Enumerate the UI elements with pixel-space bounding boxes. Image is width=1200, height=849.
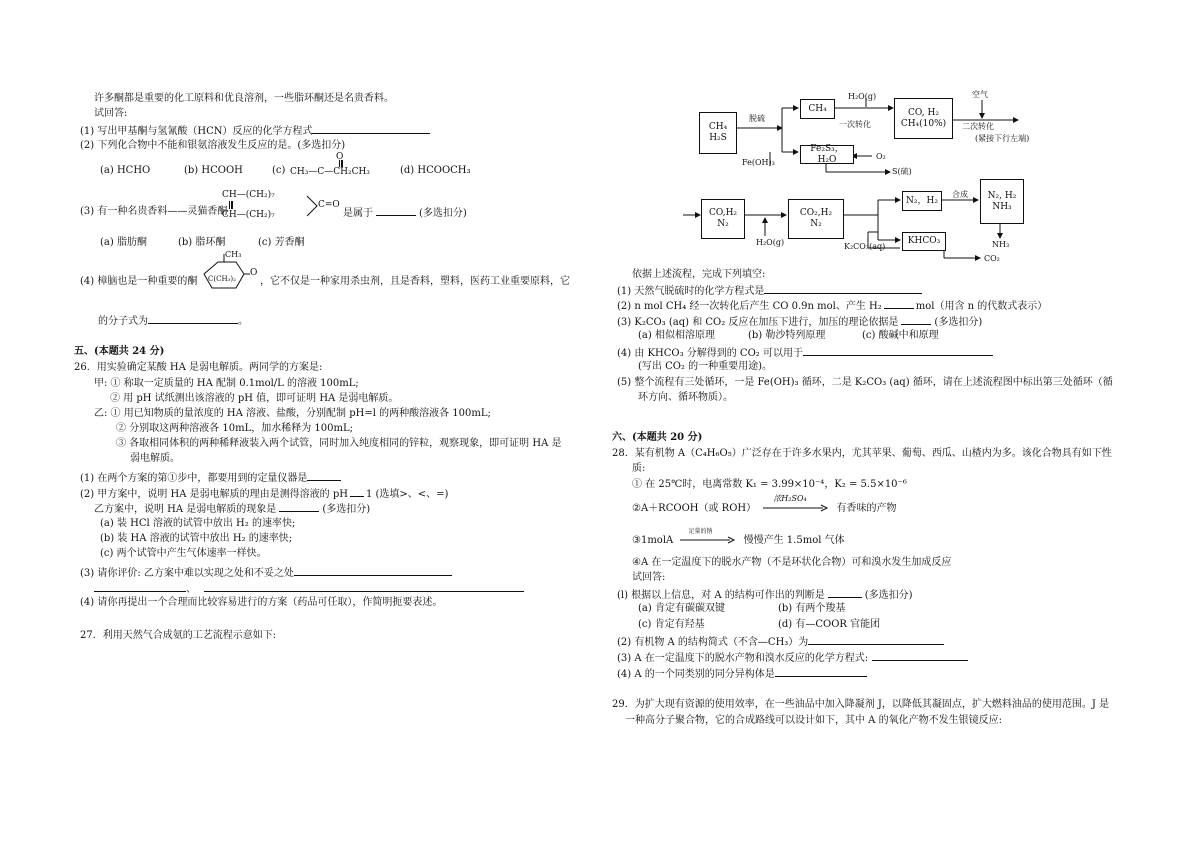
a1-option-d: (d) 有—COOR 官能团 (778, 619, 881, 630)
label-feoh3: Fe(OH)₃ (742, 158, 775, 167)
section-6-title: 六、(本题共 20 分) (612, 432, 703, 443)
box-co2-h2-n2: CO₂,H₂ N₂ (788, 199, 844, 239)
box-co-h2: CO, H₂ CH₄(10%) (894, 98, 953, 139)
question-4-cont: ，它不仅是一种家用杀虫剂，且是香料，塑料，医药工业重要原料，它 (260, 276, 570, 287)
q28-sub-4: (4) A 的一个同类别的同分异构体是 (617, 666, 867, 681)
q2-option-a: (a) HCHO (100, 165, 151, 176)
question-1: (1) 写出甲基酮与氢氰酸（HCN）反应的化学方程式 (80, 123, 430, 138)
label-synthesis: 合成 (952, 190, 968, 199)
label-o2: O₂ (876, 152, 886, 161)
q26-opt-c: (c) 两个试管中产生气体速率一样快。 (100, 548, 267, 559)
label-h2o-g2: H₂O(g) (756, 238, 785, 247)
q26-opt-b: (b) 装 HA 溶液的试管中放出 H₂ 的速率快; (100, 533, 293, 544)
label-h2o-g: H₂O(g) (848, 92, 877, 101)
q2-option-b: (b) HCOOH (184, 165, 243, 176)
q28-property-3: ③1molA 足量的钠 慢慢产生 1.5mol 气体 (632, 533, 845, 547)
question-4-formula: 的分子式为 。 (98, 313, 248, 328)
q29-stem: 29．为扩大现有资源的使用效率，在一些油品中加入降凝剂 J，以降低其凝固点，扩大燃料油品的使用范围。J 是 (612, 699, 1110, 710)
q3-option-a: (a) 脂肪酮 (100, 237, 147, 248)
q26-yi-1: 乙: ① 用已知物质的量浓度的 HA 溶液、盐酸，分别配制 pH=l 的两种酸溶液各 100mL; (94, 408, 491, 419)
q3-belongs: 是属于 (多选扣分) (343, 205, 467, 220)
r-question-2: (2) n mol CH₄ 经一次转化后产生 CO 0.9n mol、产生 H₂ mol（用含 n 的代数式表示） (617, 298, 1047, 313)
q28-property-2: ②A＋RCOOH（或 ROH） 浓H₂SO₄ 有香味的产物 (632, 494, 897, 514)
box-n2-h2: N₂，H₂ (902, 191, 942, 211)
a1-option-a: (a) 肯定有碳碳双键 (638, 603, 725, 614)
q26-stem: 26．用实验确定某酸 HA 是弱电解质。两同学的方案是: (74, 362, 323, 373)
r-question-5: (5) 整个流程有三处循环，一是 Fe(OH)₃ 循环，二是 K₂CO₃ (aq) 循环，请在上述流程图中标出第三处循环（循 (617, 377, 1113, 388)
q28-property-1: ① 在 25℃时，电离常数 K₁ = 3.99×10⁻⁴，K₂ = 5.5×10⁻⁶ (632, 479, 907, 490)
q3-option-b: (b) 脂环酮 (178, 237, 226, 248)
q26-sub-2-yi: 乙方案中，说明 HA 是弱电解质的现象是 (多选扣分) (94, 501, 370, 516)
camphor-oxygen: O (250, 268, 258, 278)
label-co2: CO₂ (984, 254, 1000, 263)
label-air: 空气 (972, 90, 988, 99)
q28-property-4: ④A 在一定温度下的脱水产物（不是环状化合物）可和溴水发生加成反应 (632, 557, 952, 568)
q26-sub-3: (3) 请你评价: 乙方案中难以实现之处和不妥之处 (80, 565, 452, 580)
r3-option-b: (b) 勒沙特列原理 (748, 330, 826, 341)
q28-ask: 试回答: (632, 572, 666, 583)
q26-yi-3: ③ 各取相同体积的两种稀释液装入两个试管，同时加入纯度相同的锌粒，观察现象，即可证明 HA 是 (116, 438, 562, 449)
q26-jia-2: ② 用 pH 试纸测出该溶液的 pH 值，即可证明 HA 是弱电解质。 (110, 393, 399, 404)
intro-text: 许多酮都是重要的化工原料和优良溶剂，一些脂环酮还是名贵香料。 (94, 93, 394, 104)
q2-option-c: (c) (272, 165, 286, 176)
q28-sub-3: (3) A 在一定温度下的脱水产物和溴水反应的化学方程式: (617, 650, 968, 665)
q28-stem: 28．某有机物 A（C₄H₆O₅）广泛存在于许多水果内，尤其苹果、葡萄、西瓜、山楂内为多。该化合物具有如下性 (612, 448, 1112, 459)
question-4: (4) 樟脑也是一种重要的酮 (80, 276, 198, 287)
q26-yi-4: 弱电解质。 (130, 453, 180, 464)
flow-intro: 依据上述流程，完成下列填空: (632, 269, 766, 280)
r3-option-a: (a) 相似相溶原理 (638, 330, 715, 341)
q26-sub-3-blanks: 、 (94, 581, 524, 596)
q28-sub-1: (l) 根据以上信息，对 A 的结构可作出的判断是 (多选扣分) (617, 587, 913, 602)
q26-sub-1: (1) 在两个方案的第①步中，都要用到的定量仪器是 (80, 470, 341, 485)
box-fe2s3: Fe₂S₃，H₂O (800, 145, 854, 164)
label-nh3: NH₃ (992, 240, 1010, 249)
ketone-oxygen: O (336, 152, 344, 162)
camphor-bridge: C(CH₃)₂ (208, 275, 236, 283)
box-n2-h2-nh3: N₂, H₂ NH₃ (980, 179, 1024, 224)
box-ch4-h2s: CH₄ H₂S (699, 112, 737, 154)
q26-sub-2: (2) 甲方案中，说明 HA 是弱电解质的理由是测得溶液的 pH 1 (选填>、<、=) (80, 486, 448, 501)
camphor-methyl: CH₃ (225, 250, 242, 259)
civetone-co: C=O (318, 200, 340, 210)
r-question-4: (4) 由 KHCO₃ 分解得到的 CO₂ 可以用于 (617, 345, 993, 360)
q26-opt-a: (a) 装 HCl 溶液的试管中放出 H₂ 的速率快; (100, 518, 296, 529)
q29-stem-cont: 一种高分子聚合物，它的合成路线可以设计如下，其中 A 的氧化产物不发生银镜反应: (625, 715, 1002, 726)
q26-yi-2: ② 分别取这两种溶液各 10mL，加水稀释为 100mL; (116, 423, 353, 434)
label-k2co3: K₂CO₃(aq) (844, 242, 886, 251)
ketone-chain: CH₃—C—CH₂CH₃ (290, 167, 370, 177)
label-continue: (紧接下行左端) (975, 134, 1030, 143)
section-5-title: 五、(本题共 24 分) (74, 346, 165, 357)
q2-option-d: (d) HCOOCH₃ (400, 165, 471, 176)
q27-stem: 27．利用天然气合成氨的工艺流程示意如下: (80, 630, 277, 641)
box-co-h2-n2: CO,H₂ N₂ (701, 199, 745, 239)
question-3: (3) 有一种名贵香料——灵猫香酮 (80, 206, 228, 217)
a1-option-c: (c) 肯定有羟基 (638, 619, 705, 630)
civetone-top: CH—(CH₂)₇ (222, 190, 275, 200)
label-desulf: 脱硫 (749, 114, 765, 123)
civetone-bottom: CH—(CH₂)₇ (222, 210, 275, 220)
q26-sub-4: (4) 请你再提出一个合理而比较容易进行的方案（药品可任取），作简明扼要表述。 (80, 597, 443, 608)
p3-condition: 足量的钠 (688, 528, 713, 535)
q28-sub-2: (2) 有机物 A 的结构简式（不含—CH₃）为 (617, 634, 944, 649)
a1-option-b: (b) 有两个羧基 (778, 603, 846, 614)
box-khco3: KHCO₃ (902, 232, 946, 251)
label-sulfur: S(硫) (892, 167, 912, 176)
r-question-3: (3) K₂CO₃ (aq) 和 CO₂ 反应在加压下进行，加压的理论依据是 (多选扣分) (617, 314, 982, 329)
question-2: (2) 下列化合物中不能和银氨溶液发生反应的是。(多选扣分) (80, 140, 346, 151)
label-twice: 二次转化 (962, 122, 994, 131)
box-ch4: CH₄ (800, 99, 835, 119)
q3-option-c: (c) 芳香酮 (258, 237, 305, 248)
r-question-5-cont: 环方向、循环物质）。 (638, 392, 733, 403)
q26-jia-1: 甲: ① 称取一定质量的 HA 配制 0.1mol/L 的溶液 100mL; (94, 378, 359, 389)
q28-stem-cont: 质: (632, 463, 646, 474)
r3-option-c: (c) 酸碱中和原理 (862, 330, 939, 341)
r-question-1: (1) 天然气脱硫时的化学方程式是 (617, 283, 922, 298)
ask-label: 试回答: (94, 108, 128, 119)
label-once: 一次转化 (839, 120, 871, 129)
r-question-4-note: (写出 CO₂ 的一种重要用途)。 (638, 361, 773, 372)
p2-condition: 浓H₂SO₄ (773, 494, 807, 503)
